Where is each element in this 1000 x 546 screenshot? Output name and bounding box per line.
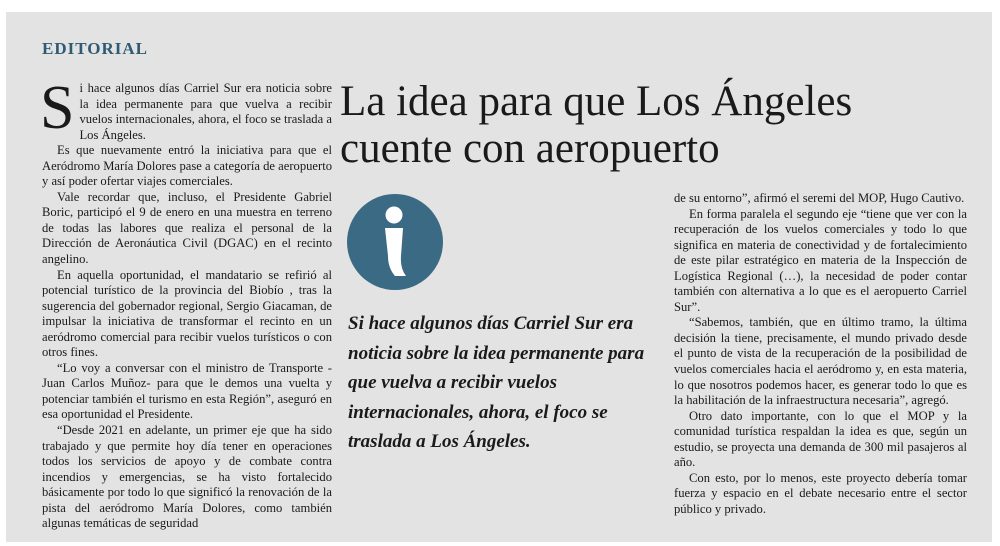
lead-paragraph [40, 74, 332, 143]
body-column-left [40, 74, 332, 532]
pull-quote: Si hace algunos días Carriel Sur era noticia sobre la idea permanente para que vuelva a recibir vuelos internacionales, ahora, el foco se traslada a Los Ángeles. [348, 313, 645, 453]
lead-paragraph-text: i hace algunos días Carriel Sur era noticia sobre la idea permanente para que vuelva a recibir vuelos internacionales, ahora, el foco se traslada a Los Ángeles. [79, 81, 332, 142]
newspaper-page [6, 12, 992, 542]
info-icon [345, 192, 445, 292]
body-paragraph: Es que nuevamente entró la iniciativa para que el Aeródromo María Dolores pase a categoría de aeropuerto y así poder ofertar viajes comerciales. [42, 143, 332, 189]
body-paragraph: En forma paralela el segundo eje “tiene que ver con la recuperación de los vuelos comerciales y todo lo que significa en materia de conectividad y de fortalecimiento de este pilar estratégico en materia de la Inspección de Logística Regional (…), la necesidad de poder contar también con alternativa a lo que es el aeropuerto Carriel Sur”. [674, 206, 967, 314]
body-paragraph: “Sabemos, también, que en último tramo, la última decisión la tiene, precisamente, el mundo privado desde el punto de vista de la recuperación de la posibilidad de vuelos comerciales hacia el aeródromo y, en esta materia, lo que nosotros podemos hacer, es generar todo lo que es la habilitación de la infraestructura necesaria”, agregó. [674, 315, 967, 408]
info-icon-dot [386, 207, 403, 224]
section-label: EDITORIAL [42, 39, 148, 58]
drop-cap: S [40, 74, 75, 142]
body-paragraph: Otro dato importante, con lo que el MOP y la comunidad turística respaldan la idea es que, según un estudio, se proyecta una demanda de 300 mil pasajeros al año. [674, 408, 967, 470]
body-paragraph: Con esto, por lo menos, este proyecto debería tomar fuerza y espacio en el debate necesario entre el sector público y privado. [674, 470, 967, 516]
body-column-right [674, 191, 967, 517]
body-paragraph: En aquella oportunidad, el mandatario se refirió al potencial turístico de la provincia del Biobío , tras la sugerencia del gobernador regional, Sergio Giacaman, de impulsar la iniciativa de transformar el recinto en un aeródromo comercial para recibir vuelos turísticos o con otros fines. [42, 267, 332, 360]
body-paragraph: “Lo voy a conversar con el ministro de Transporte -Juan Carlos Muñoz- para que le demos una vuelta y potenciar también el turismo en esta Región”, aseguró en esa oportunidad el Presidente. [42, 360, 332, 422]
body-paragraph: Vale recordar que, incluso, el Presidente Gabriel Boric, participó el 9 de enero en una muestra en terreno de todas las labores que realiza el personal de la Dirección de Aeronáutica Civil (DGAC) en el recinto angelino. [42, 189, 332, 267]
body-paragraph: “Desde 2021 en adelante, un primer eje que ha sido trabajado y que permite hoy día tener en operaciones todos los servicios de apoyo y de combate contra incendios y emergencias, se ha visto fortalecido básicamente por todo lo que significó la renovación de la pista del aeródromo María Dolores, como también algunas temáticas de seguridad [42, 423, 332, 531]
headline: La idea para que Los Ángeles cuente con aeropuerto [340, 78, 853, 172]
body-paragraph: de su entorno”, afirmó el seremi del MOP, Hugo Cautivo. [674, 191, 965, 205]
